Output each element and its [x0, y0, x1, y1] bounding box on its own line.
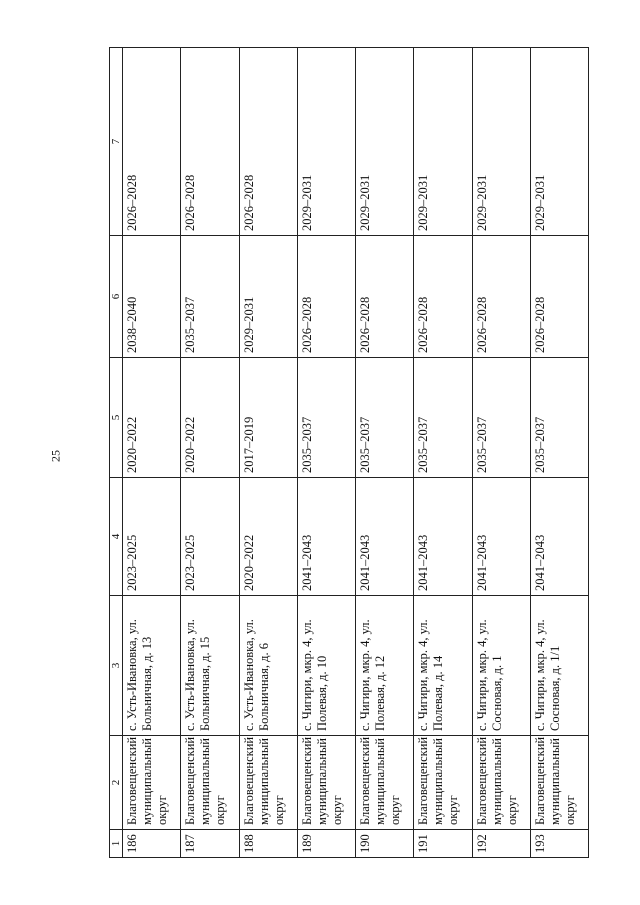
district-cell: Благовещенский муниципальный округ [181, 736, 239, 830]
address-cell: с. Чигири, мкр. 4, ул. Полевая, д. 12 [356, 596, 414, 736]
district-cell: Благовещенский муниципальный округ [530, 736, 588, 830]
period-cell: 2023–2025 [181, 478, 239, 596]
district-cell: Благовещенский муниципальный округ [297, 736, 355, 830]
period-cell: 2026–2028 [414, 236, 472, 358]
table-row [181, 48, 239, 858]
period-cell: 2038–2040 [123, 236, 181, 358]
district-cell: Благовещенский муниципальный округ [356, 736, 414, 830]
period-cell: 2026–2028 [530, 236, 588, 358]
period-cell: 2029–2031 [530, 48, 588, 236]
row-number: 188 [239, 830, 297, 858]
address-cell: с. Усть-Ивановка, ул. Больничная, д. 15 [181, 596, 239, 736]
period-cell: 2017–2019 [239, 358, 297, 478]
period-cell: 2041–2043 [472, 478, 530, 596]
period-cell: 2026–2028 [356, 236, 414, 358]
period-cell: 2035–2037 [297, 358, 355, 478]
column-header-2: 2 [110, 736, 123, 830]
table-row [472, 48, 530, 858]
period-cell: 2035–2037 [414, 358, 472, 478]
row-number: 187 [181, 830, 239, 858]
period-cell: 2026–2028 [297, 236, 355, 358]
period-cell: 2020–2022 [123, 358, 181, 478]
table-row [239, 48, 297, 858]
period-cell: 2041–2043 [297, 478, 355, 596]
period-cell: 2029–2031 [239, 236, 297, 358]
column-header-3: 3 [110, 596, 123, 736]
rotated-page-content [109, 48, 589, 858]
district-cell: Благовещенский муниципальный округ [472, 736, 530, 830]
period-cell: 2041–2043 [414, 478, 472, 596]
district-cell: Благовещенский муниципальный округ [414, 736, 472, 830]
district-cell: Благовещенский муниципальный округ [239, 736, 297, 830]
table-row [530, 48, 588, 858]
period-cell: 2035–2037 [181, 236, 239, 358]
address-cell: с. Чигири, мкр. 4, ул. Полевая, д. 10 [297, 596, 355, 736]
period-cell: 2026–2028 [472, 236, 530, 358]
column-header-7: 7 [110, 48, 123, 236]
column-header-4: 4 [110, 478, 123, 596]
period-cell: 2020–2022 [181, 358, 239, 478]
period-cell: 2041–2043 [530, 478, 588, 596]
table-row [297, 48, 355, 858]
period-cell: 2029–2031 [356, 48, 414, 236]
period-cell: 2023–2025 [123, 478, 181, 596]
period-cell: 2041–2043 [356, 478, 414, 596]
period-cell: 2020–2022 [239, 478, 297, 596]
row-number: 189 [297, 830, 355, 858]
period-cell: 2026–2028 [181, 48, 239, 236]
column-header-1: 1 [110, 830, 123, 858]
period-cell: 2035–2037 [356, 358, 414, 478]
period-cell: 2029–2031 [297, 48, 355, 236]
address-cell: с. Чигири, мкр. 4, ул. Сосновая, д. 1/1 [530, 596, 588, 736]
period-cell: 2029–2031 [472, 48, 530, 236]
row-number: 191 [414, 830, 472, 858]
row-number: 190 [356, 830, 414, 858]
address-cell: с. Чигири, мкр. 4, ул. Сосновая, д. 1 [472, 596, 530, 736]
address-cell: с. Усть-Ивановка, ул. Больничная, д. 6 [239, 596, 297, 736]
table-row [123, 48, 181, 858]
period-cell: 2035–2037 [472, 358, 530, 478]
row-number: 192 [472, 830, 530, 858]
header-row [110, 48, 123, 858]
address-cell: с. Чигири, мкр. 4, ул. Полевая, д. 14 [414, 596, 472, 736]
column-header-5: 5 [110, 358, 123, 478]
period-cell: 2029–2031 [414, 48, 472, 236]
table-row [414, 48, 472, 858]
row-number: 186 [123, 830, 181, 858]
district-cell: Благовещенский муниципальный округ [123, 736, 181, 830]
column-header-6: 6 [110, 236, 123, 358]
period-cell: 2026–2028 [239, 48, 297, 236]
table-row [356, 48, 414, 858]
period-cell: 2026–2028 [123, 48, 181, 236]
housing-registry-table [109, 47, 589, 858]
row-number: 193 [530, 830, 588, 858]
period-cell: 2035–2037 [530, 358, 588, 478]
address-cell: с. Усть-Ивановка, ул. Больничная, д. 13 [123, 596, 181, 736]
page-number: 25 [48, 450, 63, 462]
